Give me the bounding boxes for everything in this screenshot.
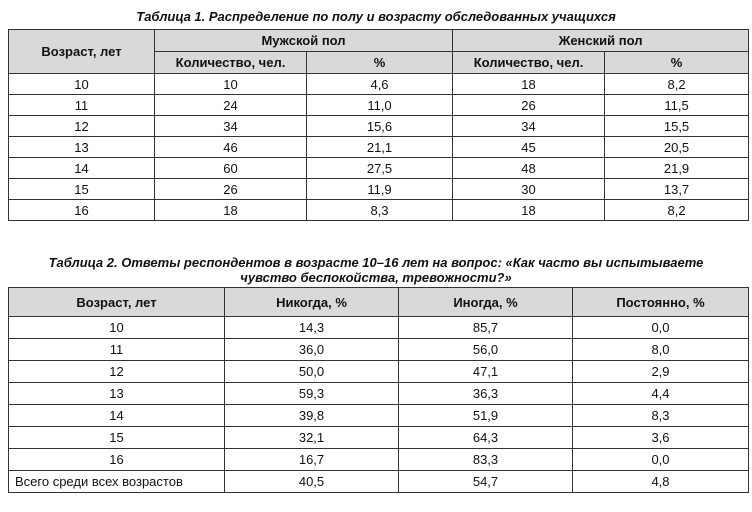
- male-percent-header: %: [307, 52, 453, 74]
- always-header: Постоянно, %: [573, 288, 749, 317]
- sometimes-cell: 85,7: [399, 317, 573, 339]
- always-cell: 4,4: [573, 383, 749, 405]
- age-cell: 11: [9, 339, 225, 361]
- never-cell: 36,0: [225, 339, 399, 361]
- male-count-header: Количество, чел.: [155, 52, 307, 74]
- female-count-header: Количество, чел.: [453, 52, 605, 74]
- always-cell: 8,3: [573, 405, 749, 427]
- age-cell: 13: [9, 137, 155, 158]
- male-percent-cell: 21,1: [307, 137, 453, 158]
- age-cell: 11: [9, 95, 155, 116]
- female-percent-cell: 20,5: [605, 137, 749, 158]
- female-count-cell: 26: [453, 95, 605, 116]
- male-percent-cell: 8,3: [307, 200, 453, 221]
- table-row: [9, 317, 749, 339]
- table-row: [9, 449, 749, 471]
- never-cell: 16,7: [225, 449, 399, 471]
- male-count-cell: 46: [155, 137, 307, 158]
- table1-caption: Таблица 1. Распределение по полу и возрасту обследованных учащихся: [136, 9, 616, 24]
- never-cell: 14,3: [225, 317, 399, 339]
- age-cell: 12: [9, 361, 225, 383]
- sometimes-header: Иногда, %: [399, 288, 573, 317]
- female-percent-cell: 8,2: [605, 74, 749, 95]
- male-percent-cell: 11,9: [307, 179, 453, 200]
- sometimes-cell: 64,3: [399, 427, 573, 449]
- table-row: [9, 427, 749, 449]
- table-row: [9, 116, 749, 137]
- age-header: Возраст, лет: [9, 30, 155, 74]
- sometimes-cell: 47,1: [399, 361, 573, 383]
- female-count-cell: 18: [453, 74, 605, 95]
- table-row: [9, 95, 749, 116]
- always-cell: 0,0: [573, 449, 749, 471]
- table-row: [9, 339, 749, 361]
- total-row: [9, 471, 749, 493]
- sometimes-cell: 51,9: [399, 405, 573, 427]
- sometimes-cell: 36,3: [399, 383, 573, 405]
- female-percent-cell: 13,7: [605, 179, 749, 200]
- table-row: [9, 137, 749, 158]
- male-count-cell: 10: [155, 74, 307, 95]
- always-cell: 0,0: [573, 317, 749, 339]
- female-percent-cell: 8,2: [605, 200, 749, 221]
- age-cell: 12: [9, 116, 155, 137]
- table2-caption-line1: Таблица 2. Ответы респондентов в возрасте 10–16 лет на вопрос: «Как часто вы испытываете: [48, 255, 704, 270]
- table-row: [9, 74, 749, 95]
- sometimes-cell: 56,0: [399, 339, 573, 361]
- table-row: [9, 158, 749, 179]
- male-count-cell: 60: [155, 158, 307, 179]
- age-cell: 15: [9, 427, 225, 449]
- never-cell: 50,0: [225, 361, 399, 383]
- age-header: Возраст, лет: [9, 288, 225, 317]
- female-count-cell: 30: [453, 179, 605, 200]
- male-percent-cell: 4,6: [307, 74, 453, 95]
- age-cell: 13: [9, 383, 225, 405]
- age-cell: 14: [9, 405, 225, 427]
- never-cell: 59,3: [225, 383, 399, 405]
- female-count-cell: 45: [453, 137, 605, 158]
- age-cell: 15: [9, 179, 155, 200]
- age-cell: 10: [9, 317, 225, 339]
- total-always-cell: 4,8: [573, 471, 749, 493]
- female-percent-cell: 11,5: [605, 95, 749, 116]
- male-count-cell: 24: [155, 95, 307, 116]
- never-cell: 39,8: [225, 405, 399, 427]
- never-header: Никогда, %: [225, 288, 399, 317]
- male-percent-cell: 11,0: [307, 95, 453, 116]
- sometimes-cell: 83,3: [399, 449, 573, 471]
- male-count-cell: 34: [155, 116, 307, 137]
- total-label: Всего среди всех возрастов: [9, 471, 225, 493]
- female-percent-cell: 21,9: [605, 158, 749, 179]
- table-row: [9, 383, 749, 405]
- male-count-cell: 26: [155, 179, 307, 200]
- age-cell: 16: [9, 200, 155, 221]
- never-cell: 32,1: [225, 427, 399, 449]
- total-sometimes-cell: 54,7: [399, 471, 573, 493]
- female-header: Женский пол: [453, 30, 749, 52]
- female-percent-header: %: [605, 52, 749, 74]
- age-cell: 14: [9, 158, 155, 179]
- male-percent-cell: 27,5: [307, 158, 453, 179]
- female-count-cell: 48: [453, 158, 605, 179]
- table-row: [9, 200, 749, 221]
- male-header: Мужской пол: [155, 30, 453, 52]
- total-never-cell: 40,5: [225, 471, 399, 493]
- table-row: [9, 405, 749, 427]
- age-cell: 16: [9, 449, 225, 471]
- always-cell: 8,0: [573, 339, 749, 361]
- male-count-cell: 18: [155, 200, 307, 221]
- table2-caption-line2: чувство беспокойства, тревожности?»: [240, 270, 512, 285]
- male-percent-cell: 15,6: [307, 116, 453, 137]
- always-cell: 2,9: [573, 361, 749, 383]
- age-cell: 10: [9, 74, 155, 95]
- anxiety-responses-table: [8, 287, 749, 493]
- female-count-cell: 18: [453, 200, 605, 221]
- always-cell: 3,6: [573, 427, 749, 449]
- table-row: [9, 179, 749, 200]
- table-row: [9, 361, 749, 383]
- gender-age-table: [8, 29, 749, 221]
- female-count-cell: 34: [453, 116, 605, 137]
- female-percent-cell: 15,5: [605, 116, 749, 137]
